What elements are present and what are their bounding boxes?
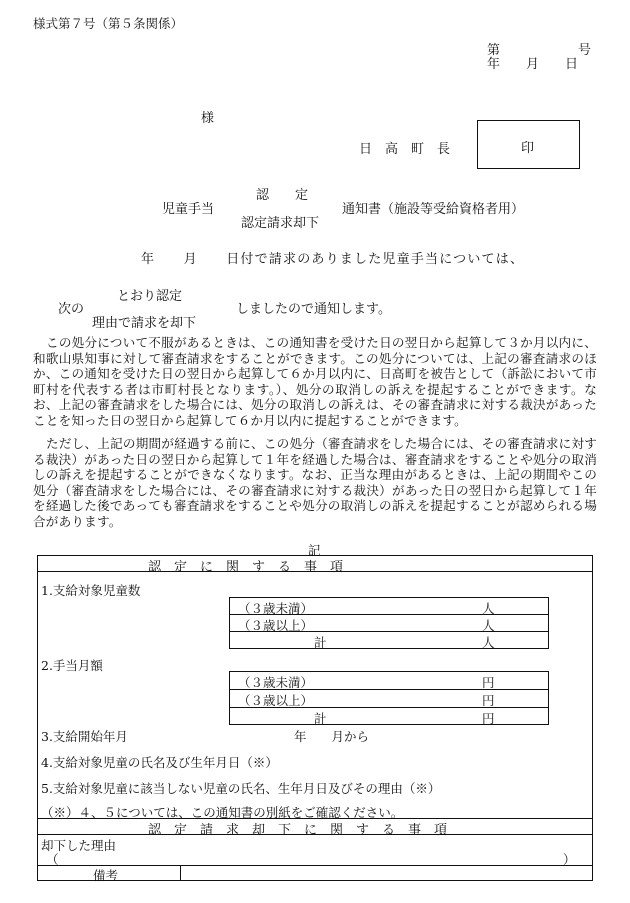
intro-option-approve: とおり認定 (117, 289, 183, 304)
remarks-divider (37, 865, 593, 866)
heading-divider (37, 834, 593, 835)
record-mark: 記 (308, 543, 321, 558)
allowance-over3-unit: 円 (482, 693, 495, 708)
heading-divider (37, 571, 593, 572)
remarks-label: 備考 (93, 868, 119, 883)
child-count-total-label: 計 (314, 635, 327, 650)
document-number-label: 第 号 (487, 43, 592, 58)
allowance-total-unit: 円 (482, 711, 495, 726)
child-count-under3-unit: 人 (482, 601, 495, 616)
addressee-suffix: 様 (201, 111, 215, 126)
allowance-over3-label: （３歳以上） (238, 693, 314, 708)
child-count-over3-unit: 人 (482, 618, 495, 633)
allowance-under3-unit: 円 (482, 675, 495, 690)
title-suffix: 通知書（施設等受給資格者用） (342, 202, 525, 217)
intro-date-line: 年 月 日付で請求のありました児童手当については、 (141, 252, 525, 267)
appeal-limit-paragraph: ただし、上記の期間が経過する前に、この処分（審査請求をした場合には、その審査請求に対する裁決）があった日の翌日から起算して１年を経過した場合は、審査請求をすることや処分の取消しの訴えを提起することができなくなります。なお、正当な理由があるときは、上記の期間やこの処分（審査請求をした場合には、その審査請求に対する裁決）があった日の翌日から起算して１年を経過した後であっても審査請求をすることや処分の取消しの訴えを提起することが認められる場合があります。 (33, 436, 597, 529)
approval-section-heading: 認 定 に 関 す る 事 項 (148, 560, 344, 575)
intro-notify: しましたので通知します。 (236, 302, 391, 317)
rejection-section-heading: 認 定 請 求 却 下 に 関 す る 事 項 (148, 823, 448, 838)
child-count-label: 1.支給対象児童数 (41, 583, 141, 598)
attachment-note: （※）４、５については、この通知書の別紙をご確認ください。 (41, 805, 404, 820)
issue-date-label: 年 月 日 (487, 57, 579, 72)
title-option-reject: 認定請求却下 (241, 216, 320, 231)
allowance-under3-label: （３歳未満） (238, 675, 314, 690)
child-count-under3-label: （３歳未満） (238, 601, 314, 616)
monthly-allowance-label: 2.手当月額 (41, 658, 103, 673)
form-number: 様式第７号（第５条関係） (33, 16, 184, 31)
child-count-total-unit: 人 (482, 635, 495, 650)
intro-next: 次の (58, 302, 85, 317)
title-option-approve: 認 定 (256, 188, 309, 203)
non-eligible-children-label: 5.支給対象児童に該当しない児童の氏名、生年月日及びその理由（※） (41, 781, 441, 796)
payment-start-value: 年 月から (294, 729, 370, 744)
title-prefix: 児童手当 (162, 202, 215, 217)
reason-open-paren: （ (46, 852, 59, 867)
seal-box (477, 120, 580, 169)
remarks-column-divider (180, 865, 181, 881)
child-names-label: 4.支給対象児童の氏名及び生年月日（※） (41, 755, 278, 770)
seal-label: 印 (521, 141, 535, 156)
allowance-total-label: 計 (314, 711, 327, 726)
reason-close-paren: ） (563, 852, 576, 867)
issuer-name: 日 高 町 長 (359, 142, 451, 157)
intro-option-reject: 理由で請求を却下 (92, 316, 197, 331)
payment-start-label: 3.支給開始年月 (41, 729, 128, 744)
rejection-reason-label: 却下した理由 (41, 838, 117, 853)
appeal-notice-paragraph: この処分について不服があるときは、この通知書を受けた日の翌日から起算して３か月以内に、和歌山県知事に対して審査請求をすることができます。この処分については、上記の審査請求のほか、この通知を受けた日の翌日から起算して６か月以内に、日高町を被告として（訴訟において市町村を代表する者は市町村長となります。）、処分の取消しの訴えを提起することができます。なお、上記の審査請求をした場合には、処分の取消しの訴えは、その審査請求に対する裁決があったことを知った日の翌日から起算して６か月以内に提起することができます。 (33, 335, 597, 428)
child-count-over3-label: （３歳以上） (238, 618, 314, 633)
